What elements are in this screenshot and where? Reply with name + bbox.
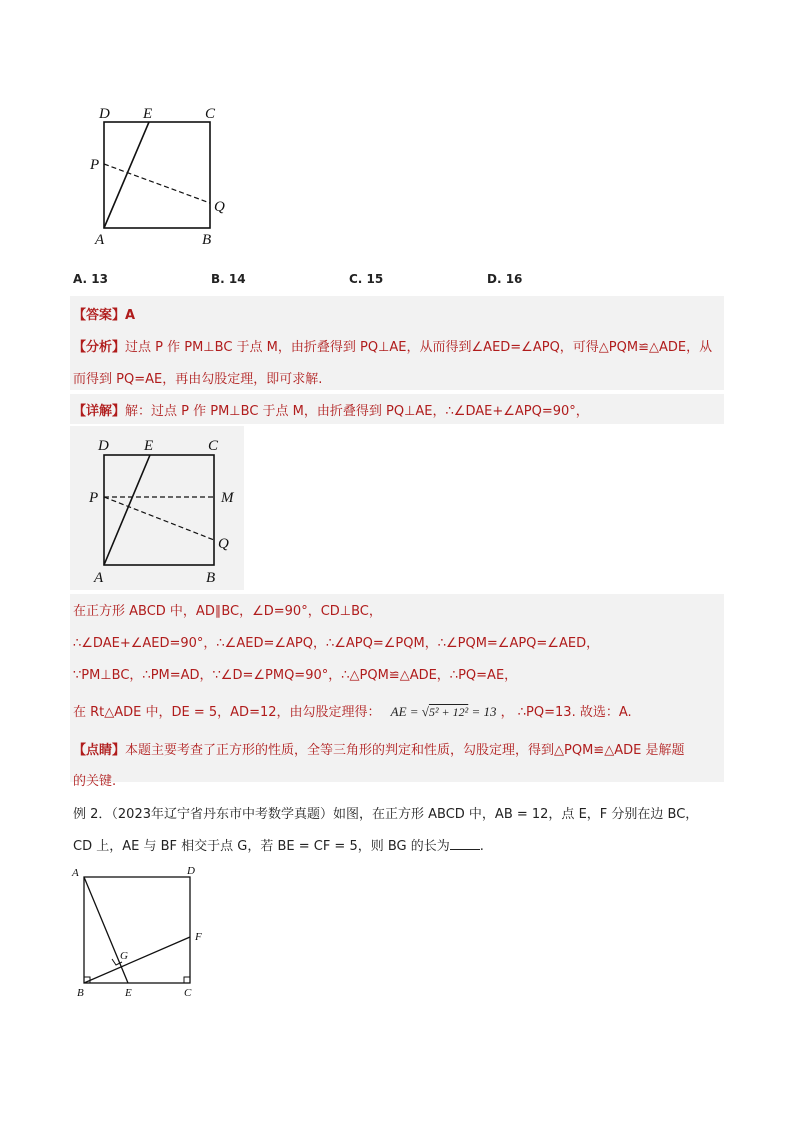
step-2: ∴∠DAE+∠AED=90°，∴∠AED=∠APQ，∴∠APQ=∠PQM，∴∠PQM=∠APQ=∠AED， <box>73 636 600 651</box>
option-b: B. 14 <box>211 272 246 286</box>
label2-c: C <box>208 438 219 454</box>
answer-value: A <box>125 308 136 323</box>
answer-blank <box>450 837 480 850</box>
step-4-prefix: 在 Rt△ADE 中，DE = 5，AD=12，由勾股定理得： <box>73 705 381 720</box>
label2-b: B <box>206 570 216 586</box>
label3-c: C <box>184 987 192 999</box>
label2-e: E <box>144 438 154 454</box>
step-4-suffix: ， ∴PQ=13. 故选：A. <box>500 705 632 720</box>
step-3: ∵PM⊥BC，∴PM=AD，∵∠D=∠PMQ=90°，∴△PQM≌△ADE，∴PQ=AE， <box>73 668 518 683</box>
square-abcd <box>104 122 210 228</box>
option-d: D. 16 <box>487 272 523 286</box>
label3-b: B <box>77 987 84 999</box>
figure-square-with-m <box>80 430 250 590</box>
label3-f: F <box>195 931 202 943</box>
answer-line <box>73 304 135 323</box>
label-p: P <box>90 157 100 173</box>
figure-square-fold <box>85 100 235 250</box>
pythagoras-formula: AE = √5² + 12² = 13 <box>390 704 497 719</box>
step-4 <box>73 701 632 720</box>
figure-square-intersect <box>68 862 208 1002</box>
comment-tag: 【点睛】 <box>73 743 126 758</box>
option-a: A. 13 <box>73 272 108 286</box>
right-angle-c <box>184 977 190 983</box>
label3-e: E <box>125 987 132 999</box>
detail-tag: 【详解】 <box>73 404 126 419</box>
example2-line-2: CD 上，AE 与 BF 相交于点 G，若 BE = CF = 5，则 BG 的长为 . <box>73 839 484 854</box>
segment-pq <box>104 164 210 203</box>
analysis-line-2: 而得到 PQ=AE，再由勾股定理，即可求解. <box>73 372 323 387</box>
segment2-pq <box>104 497 214 540</box>
segment-ae <box>104 122 149 228</box>
segment2-ae <box>104 455 150 565</box>
formula-left: AE = <box>390 704 422 719</box>
analysis-tag: 【分析】 <box>73 340 126 355</box>
analysis-text-1: 过点 P 作 PM⊥BC 于点 M，由折叠得到 PQ⊥AE，从而得到∠AED=∠APQ，可得△PQM≌△ADE，从 <box>125 340 713 355</box>
formula-right: = 13 <box>468 704 497 719</box>
comment-line-2: 的关键. <box>73 774 117 789</box>
answer-tag: 【答案】 <box>73 308 126 323</box>
label-c: C <box>205 106 216 122</box>
comment-text-1: 本题主要考查了正方形的性质，全等三角形的判定和性质，勾股定理，得到△PQM≌△ADE 是解题 <box>125 743 685 758</box>
detail-text-1: 解：过点 P 作 PM⊥BC 于点 M，由折叠得到 PQ⊥AE，∴∠DAE+∠APQ=90°， <box>125 404 589 419</box>
label2-p: P <box>89 490 99 506</box>
segment-bf <box>84 937 190 983</box>
label3-g: G <box>120 950 128 962</box>
label2-q: Q <box>218 536 229 552</box>
analysis-line-1 <box>73 336 712 355</box>
option-c: C. 15 <box>349 272 384 286</box>
formula-root: 5² + 12² <box>428 705 469 719</box>
label-a: A <box>95 232 105 248</box>
label-q: Q <box>214 199 225 215</box>
square2-abcd <box>104 455 214 565</box>
example2-line-1: 例 2．（2023年辽宁省丹东市中考数学真题）如图，在正方形 ABCD 中，AB = 12，点 E，F 分别在边 BC， <box>73 807 699 822</box>
label2-m: M <box>221 490 234 506</box>
label-b: B <box>202 232 212 248</box>
label3-a: A <box>72 867 79 879</box>
example2-text-2: CD 上，AE 与 BF 相交于点 G，若 BE = CF = 5，则 BG 的长为 <box>73 839 450 854</box>
label3-d: D <box>187 865 195 877</box>
square3-abcd <box>84 877 190 983</box>
comment-line-1 <box>73 739 684 758</box>
detail-line-1 <box>73 400 589 419</box>
step-1: 在正方形 ABCD 中，AD∥BC，∠D=90°，CD⊥BC， <box>73 604 382 619</box>
label2-a: A <box>94 570 104 586</box>
label2-d: D <box>98 438 109 454</box>
label-d: D <box>99 106 110 122</box>
label-e: E <box>143 106 153 122</box>
